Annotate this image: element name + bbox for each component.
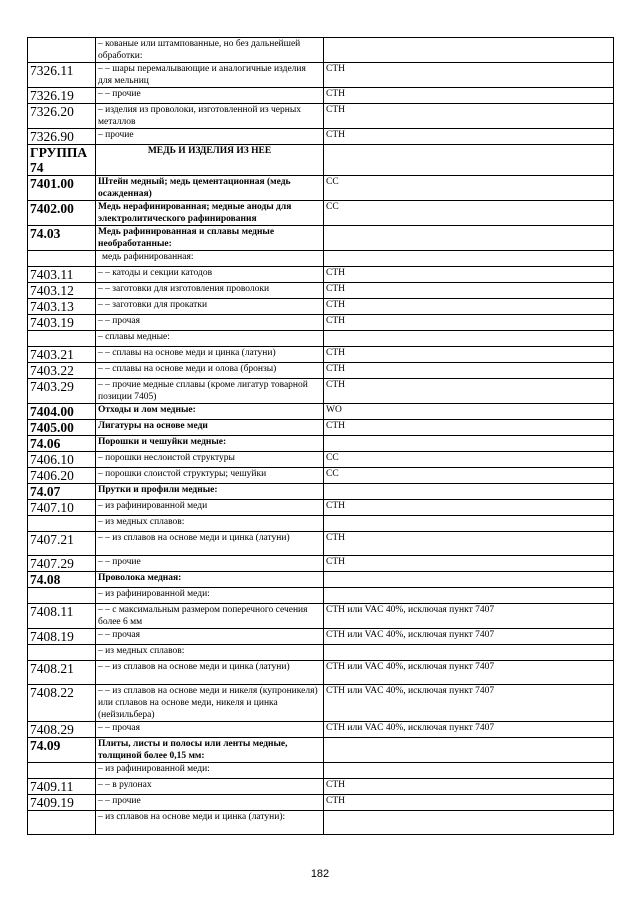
table-row	[28, 283, 614, 299]
table-row	[28, 452, 614, 468]
hs-code-cell: 7409.19	[28, 795, 96, 811]
hs-code-cell: 7408.11	[28, 604, 96, 629]
description-cell: – порошки слоистой структуры; чешуйки	[96, 468, 324, 484]
description-cell: Отходы и лом медные:	[96, 404, 324, 420]
origin-criterion-cell: WO	[324, 404, 614, 420]
origin-criterion-cell: СС	[324, 201, 614, 226]
description-cell: Лигатуры на основе меди	[96, 420, 324, 436]
origin-criterion-cell: СТН	[324, 556, 614, 572]
hs-code-cell: 74.08	[28, 572, 96, 588]
hs-code-cell: 7407.29	[28, 556, 96, 572]
origin-criterion-cell: СТН	[324, 104, 614, 129]
hs-code-cell	[28, 331, 96, 347]
table-row	[28, 516, 614, 532]
table-row	[28, 63, 614, 88]
hs-code-cell: 7326.11	[28, 63, 96, 88]
table-row	[28, 315, 614, 331]
description-cell: – – из сплавов на основе меди и цинка (латуни)	[96, 661, 324, 685]
origin-criterion-cell	[324, 251, 614, 267]
origin-criterion-cell: СТН или VAC 40%, исключая пункт 7407	[324, 604, 614, 629]
hs-code-cell	[28, 763, 96, 779]
origin-criterion-cell: СТН	[324, 267, 614, 283]
table-row	[28, 145, 614, 176]
table-row	[28, 629, 614, 645]
hs-code-cell: 7403.12	[28, 283, 96, 299]
table-row	[28, 299, 614, 315]
description-cell: – – сплавы на основе меди и олова (бронзы)	[96, 363, 324, 379]
hs-code-cell	[28, 588, 96, 604]
origin-criterion-cell	[324, 226, 614, 251]
origin-criterion-cell: СТН или VAC 40%, исключая пункт 7407	[324, 661, 614, 685]
table-row	[28, 38, 614, 63]
hs-code-cell	[28, 645, 96, 661]
origin-criterion-cell: СТН	[324, 500, 614, 516]
hs-code-cell: ГРУППА 74	[28, 145, 96, 176]
description-cell: – кованые или штампованные, но без дальнейшей обработки:	[96, 38, 324, 63]
description-cell: – прочие	[96, 129, 324, 145]
description-cell: – – прочие	[96, 556, 324, 572]
hs-code-cell: 7405.00	[28, 420, 96, 436]
origin-criterion-cell: СТН или VAC 40%, исключая пункт 7407	[324, 722, 614, 738]
hs-code-cell	[28, 516, 96, 532]
table-row	[28, 722, 614, 738]
origin-criterion-cell	[324, 645, 614, 661]
table-row	[28, 468, 614, 484]
table-row	[28, 685, 614, 722]
table-row	[28, 331, 614, 347]
origin-criterion-cell	[324, 331, 614, 347]
hs-code-cell: 7406.20	[28, 468, 96, 484]
table-row	[28, 645, 614, 661]
origin-criterion-cell: СТН	[324, 347, 614, 363]
origin-criterion-cell	[324, 738, 614, 763]
page-number: 182	[310, 868, 330, 880]
hs-code-cell	[28, 811, 96, 835]
table-row	[28, 201, 614, 226]
hs-code-cell	[28, 38, 96, 63]
table-row	[28, 420, 614, 436]
description-cell: Прутки и профили медные:	[96, 484, 324, 500]
table-row	[28, 661, 614, 685]
description-cell: Медь нерафинированная; медные аноды для электролитического рафинирования	[96, 201, 324, 226]
origin-criterion-cell: СТН	[324, 795, 614, 811]
description-cell: – изделия из проволоки, изготовленной из черных металлов	[96, 104, 324, 129]
table-row	[28, 738, 614, 763]
description-cell: – – из сплавов на основе меди и никеля (купроникеля) или сплавов на основе меди, никеля и цинка (нейзильбера)	[96, 685, 324, 722]
table-row	[28, 379, 614, 404]
description-cell: – из сплавов на основе меди и цинка (латуни):	[96, 811, 324, 835]
table-row	[28, 104, 614, 129]
description-cell: Штейн медный; медь цементационная (медь осажденная)	[96, 176, 324, 201]
description-cell: Проволока медная:	[96, 572, 324, 588]
origin-criterion-cell: СТН	[324, 363, 614, 379]
table-row	[28, 347, 614, 363]
table-row	[28, 129, 614, 145]
table-row	[28, 763, 614, 779]
hs-code-cell: 7403.11	[28, 267, 96, 283]
hs-code-cell: 7401.00	[28, 176, 96, 201]
hs-code-cell: 7403.13	[28, 299, 96, 315]
table-row	[28, 779, 614, 795]
origin-criterion-cell	[324, 436, 614, 452]
description-cell: – из медных сплавов:	[96, 516, 324, 532]
origin-criterion-cell: СТН	[324, 63, 614, 88]
table-row	[28, 484, 614, 500]
hs-code-cell: 74.06	[28, 436, 96, 452]
description-cell: – сплавы медные:	[96, 331, 324, 347]
description-cell: – – катоды и секции катодов	[96, 267, 324, 283]
origin-criterion-cell: СТН	[324, 532, 614, 556]
description-cell: – – сплавы на основе меди и цинка (латуни)	[96, 347, 324, 363]
description-cell: – – шары перемалывающие и аналогичные изделия для мельниц	[96, 63, 324, 88]
description-cell: – – прочие	[96, 88, 324, 104]
hs-code-cell: 7404.00	[28, 404, 96, 420]
hs-code-cell: 7403.29	[28, 379, 96, 404]
origin-criterion-cell	[324, 516, 614, 532]
hs-code-cell: 7408.21	[28, 661, 96, 685]
origin-criterion-cell: СТН	[324, 779, 614, 795]
table-row	[28, 88, 614, 104]
table-row	[28, 604, 614, 629]
origin-criterion-cell: СС	[324, 176, 614, 201]
origin-criterion-cell: СС	[324, 452, 614, 468]
hs-code-cell: 7409.11	[28, 779, 96, 795]
hs-code-cell: 7407.10	[28, 500, 96, 516]
table-row	[28, 572, 614, 588]
description-cell: – из рафинированной меди	[96, 500, 324, 516]
table-row	[28, 251, 614, 267]
description-cell: – – заготовки для прокатки	[96, 299, 324, 315]
description-cell: – – прочая	[96, 315, 324, 331]
table-row	[28, 500, 614, 516]
description-cell: – – прочая	[96, 629, 324, 645]
description-cell: – – из сплавов на основе меди и цинка (латуни)	[96, 532, 324, 556]
hs-code-cell	[28, 251, 96, 267]
description-cell: – – в рулонах	[96, 779, 324, 795]
description-cell: медь рафинированная:	[96, 251, 324, 267]
origin-criterion-cell: СТН или VAC 40%, исключая пункт 7407	[324, 629, 614, 645]
table-row	[28, 226, 614, 251]
origin-criterion-cell	[324, 763, 614, 779]
hs-code-cell: 7406.10	[28, 452, 96, 468]
description-cell: Порошки и чешуйки медные:	[96, 436, 324, 452]
origin-criterion-cell	[324, 588, 614, 604]
table-row	[28, 267, 614, 283]
table-row	[28, 795, 614, 811]
hs-code-cell: 7408.29	[28, 722, 96, 738]
hs-code-cell: 7403.19	[28, 315, 96, 331]
origin-criterion-cell: СС	[324, 468, 614, 484]
origin-criterion-cell	[324, 572, 614, 588]
hs-code-cell: 7403.21	[28, 347, 96, 363]
hs-code-cell: 7403.22	[28, 363, 96, 379]
hs-code-cell: 74.07	[28, 484, 96, 500]
origin-criterion-cell: СТН	[324, 420, 614, 436]
origin-criterion-cell: СТН	[324, 315, 614, 331]
hs-code-cell: 7326.90	[28, 129, 96, 145]
table-row	[28, 363, 614, 379]
table-row	[28, 436, 614, 452]
table-row	[28, 588, 614, 604]
description-cell: – из медных сплавов:	[96, 645, 324, 661]
origin-criterion-cell: СТН	[324, 88, 614, 104]
origin-criterion-cell	[324, 145, 614, 176]
hs-code-cell: 74.03	[28, 226, 96, 251]
description-cell: – из рафинированной меди:	[96, 588, 324, 604]
table-body	[28, 38, 614, 835]
description-cell: – – прочие медные сплавы (кроме лигатур товарной позиции 7405)	[96, 379, 324, 404]
hs-code-cell: 7326.20	[28, 104, 96, 129]
hs-code-cell: 74.09	[28, 738, 96, 763]
description-cell: – из рафинированной меди:	[96, 763, 324, 779]
table-row	[28, 404, 614, 420]
description-cell: Плиты, листы и полосы или ленты медные, толщиной более 0,15 мм:	[96, 738, 324, 763]
origin-criterion-cell: СТН или VAC 40%, исключая пункт 7407	[324, 685, 614, 722]
hs-code-cell: 7407.21	[28, 532, 96, 556]
origin-criterion-cell	[324, 811, 614, 835]
description-cell: – – прочие	[96, 795, 324, 811]
description-cell: МЕДЬ И ИЗДЕЛИЯ ИЗ НЕЕ	[96, 145, 324, 176]
description-cell: – – прочая	[96, 722, 324, 738]
origin-criterion-cell	[324, 484, 614, 500]
rules-of-origin-table	[27, 37, 614, 835]
description-cell: – – с максимальным размером поперечного сечения более 6 мм	[96, 604, 324, 629]
table-row	[28, 176, 614, 201]
hs-code-cell: 7402.00	[28, 201, 96, 226]
origin-criterion-cell: СТН	[324, 283, 614, 299]
description-cell: – – заготовки для изготовления проволоки	[96, 283, 324, 299]
hs-code-cell: 7408.19	[28, 629, 96, 645]
origin-criterion-cell: СТН	[324, 299, 614, 315]
hs-code-cell: 7408.22	[28, 685, 96, 722]
description-cell: – порошки неслоистой структуры	[96, 452, 324, 468]
origin-criterion-cell	[324, 38, 614, 63]
origin-criterion-cell: СТН	[324, 379, 614, 404]
table-row	[28, 811, 614, 835]
table-row	[28, 556, 614, 572]
origin-criterion-cell: СТН	[324, 129, 614, 145]
description-cell: Медь рафинированная и сплавы медные необработанные:	[96, 226, 324, 251]
table-row	[28, 532, 614, 556]
hs-code-cell: 7326.19	[28, 88, 96, 104]
